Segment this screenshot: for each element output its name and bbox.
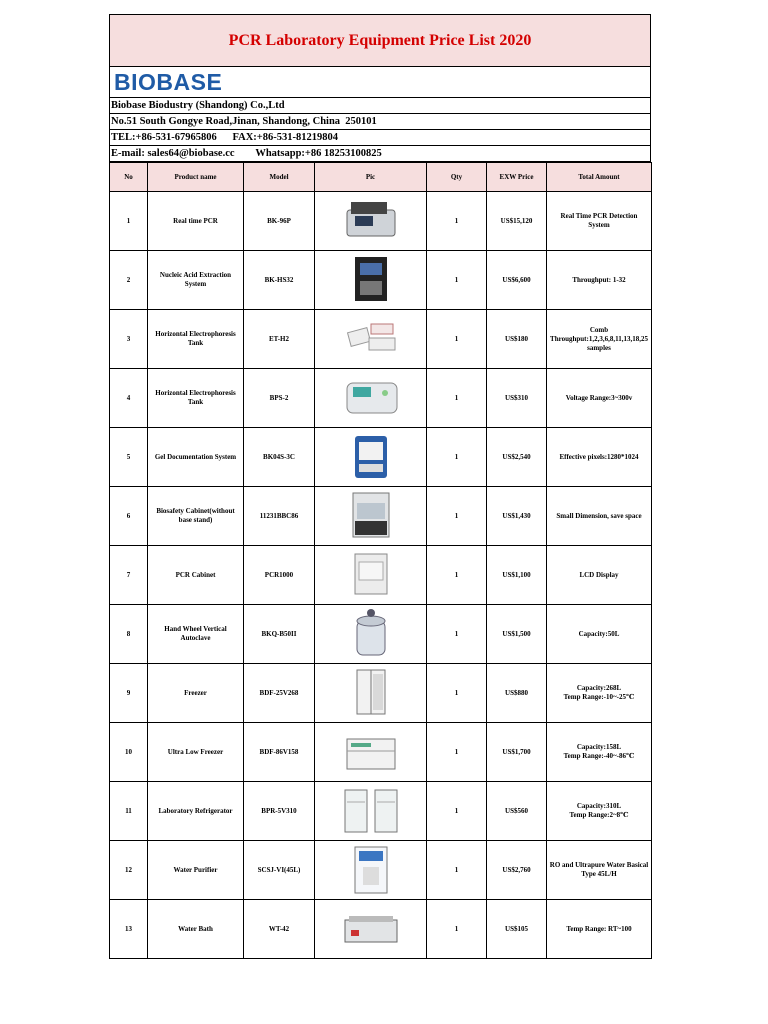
cell-no: 5 <box>110 428 148 487</box>
cell-model: PCR1000 <box>244 546 315 605</box>
cell-exw-price: US$310 <box>487 369 547 428</box>
cell-qty: 1 <box>427 782 487 841</box>
cell-total-amount: Capacity:310L Temp Range:2~8℃ <box>547 782 652 841</box>
cell-pic <box>315 546 427 605</box>
header-product-name: Product name <box>148 163 244 192</box>
cell-model: SCSJ-VI(45L) <box>244 841 315 900</box>
cell-exw-price: US$560 <box>487 782 547 841</box>
cell-no: 6 <box>110 487 148 546</box>
cell-qty: 1 <box>427 487 487 546</box>
logo-row <box>109 67 651 98</box>
nucleic-acid-extractor-image <box>341 255 401 305</box>
power-supply-image <box>341 373 401 423</box>
ultra-low-freezer-image <box>341 727 401 777</box>
company-email-whatsapp: E-mail: sales64@biobase.cc Whatsapp:+86 18253100825 <box>109 146 651 162</box>
cell-pic <box>315 310 427 369</box>
cell-total-amount: Capacity:268L Temp Range:-10~-25℃ <box>547 664 652 723</box>
table-row <box>110 369 652 428</box>
cell-exw-price: US$105 <box>487 900 547 959</box>
title-row <box>109 14 651 67</box>
cell-total-amount: Small Dimension, save space <box>547 487 652 546</box>
table-row <box>110 723 652 782</box>
cell-qty: 1 <box>427 546 487 605</box>
cell-exw-price: US$1,430 <box>487 487 547 546</box>
cell-qty: 1 <box>427 605 487 664</box>
cell-model: ET-H2 <box>244 310 315 369</box>
cell-pic <box>315 428 427 487</box>
table-row <box>110 487 652 546</box>
cell-no: 2 <box>110 251 148 310</box>
cell-pic <box>315 900 427 959</box>
price-table <box>109 162 652 959</box>
cell-exw-price: US$180 <box>487 310 547 369</box>
cell-no: 1 <box>110 192 148 251</box>
table-row <box>110 605 652 664</box>
refrigerator-image <box>341 786 401 836</box>
cell-exw-price: US$15,120 <box>487 192 547 251</box>
cell-model: BDF-25V268 <box>244 664 315 723</box>
cell-total-amount: Temp Range: RT~100 <box>547 900 652 959</box>
cell-product-name: Ultra Low Freezer <box>148 723 244 782</box>
table-row <box>110 900 652 959</box>
cell-model: 11231BBC86 <box>244 487 315 546</box>
cell-product-name: Real time PCR <box>148 192 244 251</box>
cell-pic <box>315 192 427 251</box>
header-exw-price: EXW Price <box>487 163 547 192</box>
cell-product-name: Water Purifier <box>148 841 244 900</box>
electrophoresis-tank-image <box>341 314 401 364</box>
cell-model: BPS-2 <box>244 369 315 428</box>
cell-qty: 1 <box>427 192 487 251</box>
company-name: Biobase Biodustry (Shandong) Co.,Ltd <box>109 98 651 114</box>
cell-qty: 1 <box>427 900 487 959</box>
cell-total-amount: Comb Throughput:1,2,3,6,8,11,13,18,25 samples <box>547 310 652 369</box>
cell-product-name: Gel Documentation System <box>148 428 244 487</box>
cell-no: 11 <box>110 782 148 841</box>
cell-product-name: Laboratory Refrigerator <box>148 782 244 841</box>
gel-doc-image <box>341 432 401 482</box>
cell-no: 10 <box>110 723 148 782</box>
cell-product-name: Freezer <box>148 664 244 723</box>
cell-pic <box>315 664 427 723</box>
cell-no: 12 <box>110 841 148 900</box>
cell-model: BK04S-3C <box>244 428 315 487</box>
cell-model: BPR-5V310 <box>244 782 315 841</box>
cell-qty: 1 <box>427 428 487 487</box>
table-row <box>110 841 652 900</box>
cell-total-amount: LCD Display <box>547 546 652 605</box>
real-time-pcr-image <box>341 196 401 246</box>
cell-model: BKQ-B50II <box>244 605 315 664</box>
cell-pic <box>315 841 427 900</box>
pcr-cabinet-image <box>341 550 401 600</box>
header-no: No <box>110 163 148 192</box>
header-qty: Qty <box>427 163 487 192</box>
cell-no: 8 <box>110 605 148 664</box>
cell-qty: 1 <box>427 723 487 782</box>
biosafety-cabinet-image <box>341 491 401 541</box>
cell-pic <box>315 605 427 664</box>
cell-model: BDF-86V158 <box>244 723 315 782</box>
cell-total-amount: Capacity:158L Temp Range:-40~-86℃ <box>547 723 652 782</box>
cell-product-name: Nucleic Acid Extraction System <box>148 251 244 310</box>
cell-pic <box>315 369 427 428</box>
table-row <box>110 428 652 487</box>
cell-pic <box>315 487 427 546</box>
cell-qty: 1 <box>427 251 487 310</box>
cell-product-name: Hand Wheel Vertical Autoclave <box>148 605 244 664</box>
cell-exw-price: US$1,500 <box>487 605 547 664</box>
cell-product-name: Water Bath <box>148 900 244 959</box>
table-header-row <box>110 163 652 192</box>
cell-exw-price: US$6,600 <box>487 251 547 310</box>
cell-total-amount: Throughput: 1-32 <box>547 251 652 310</box>
cell-exw-price: US$1,700 <box>487 723 547 782</box>
cell-total-amount: Effective pixels:1280*1024 <box>547 428 652 487</box>
cell-no: 3 <box>110 310 148 369</box>
cell-total-amount: RO and Ultrapure Water Basical Type 45L/H <box>547 841 652 900</box>
header-pic: Pic <box>315 163 427 192</box>
cell-qty: 1 <box>427 664 487 723</box>
water-purifier-image <box>341 845 401 895</box>
cell-no: 13 <box>110 900 148 959</box>
cell-pic <box>315 782 427 841</box>
cell-model: BK-96P <box>244 192 315 251</box>
cell-no: 7 <box>110 546 148 605</box>
cell-total-amount: Capacity:50L <box>547 605 652 664</box>
table-row <box>110 546 652 605</box>
freezer-image <box>341 668 401 718</box>
cell-exw-price: US$2,760 <box>487 841 547 900</box>
table-row <box>110 192 652 251</box>
cell-model: BK-HS32 <box>244 251 315 310</box>
cell-no: 4 <box>110 369 148 428</box>
table-row <box>110 251 652 310</box>
water-bath-image <box>341 904 401 954</box>
cell-product-name: Horizontal Electrophoresis Tank <box>148 310 244 369</box>
cell-product-name: Biosafety Cabinet(without base stand) <box>148 487 244 546</box>
cell-qty: 1 <box>427 310 487 369</box>
cell-total-amount: Real Time PCR Detection System <box>547 192 652 251</box>
cell-no: 9 <box>110 664 148 723</box>
cell-exw-price: US$880 <box>487 664 547 723</box>
table-row <box>110 664 652 723</box>
cell-pic <box>315 251 427 310</box>
autoclave-image <box>341 609 401 659</box>
company-address: No.51 South Gongye Road,Jinan, Shandong, China 250101 <box>109 114 651 130</box>
cell-pic <box>315 723 427 782</box>
cell-total-amount: Voltage Range:3~300v <box>547 369 652 428</box>
cell-product-name: PCR Cabinet <box>148 546 244 605</box>
price-list-sheet <box>109 14 651 959</box>
cell-qty: 1 <box>427 369 487 428</box>
cell-exw-price: US$2,540 <box>487 428 547 487</box>
cell-product-name: Horizontal Electrophoresis Tank <box>148 369 244 428</box>
table-row <box>110 310 652 369</box>
cell-qty: 1 <box>427 841 487 900</box>
document-title: PCR Laboratory Equipment Price List 2020 <box>228 31 532 49</box>
cell-exw-price: US$1,100 <box>487 546 547 605</box>
header-model: Model <box>244 163 315 192</box>
company-tel-fax: TEL:+86-531-67965806 FAX:+86-531-81219804 <box>109 130 651 146</box>
biobase-logo: BIOBASE <box>114 68 223 95</box>
cell-model: WT-42 <box>244 900 315 959</box>
header-total-amount: Total Amount <box>547 163 652 192</box>
table-row <box>110 782 652 841</box>
